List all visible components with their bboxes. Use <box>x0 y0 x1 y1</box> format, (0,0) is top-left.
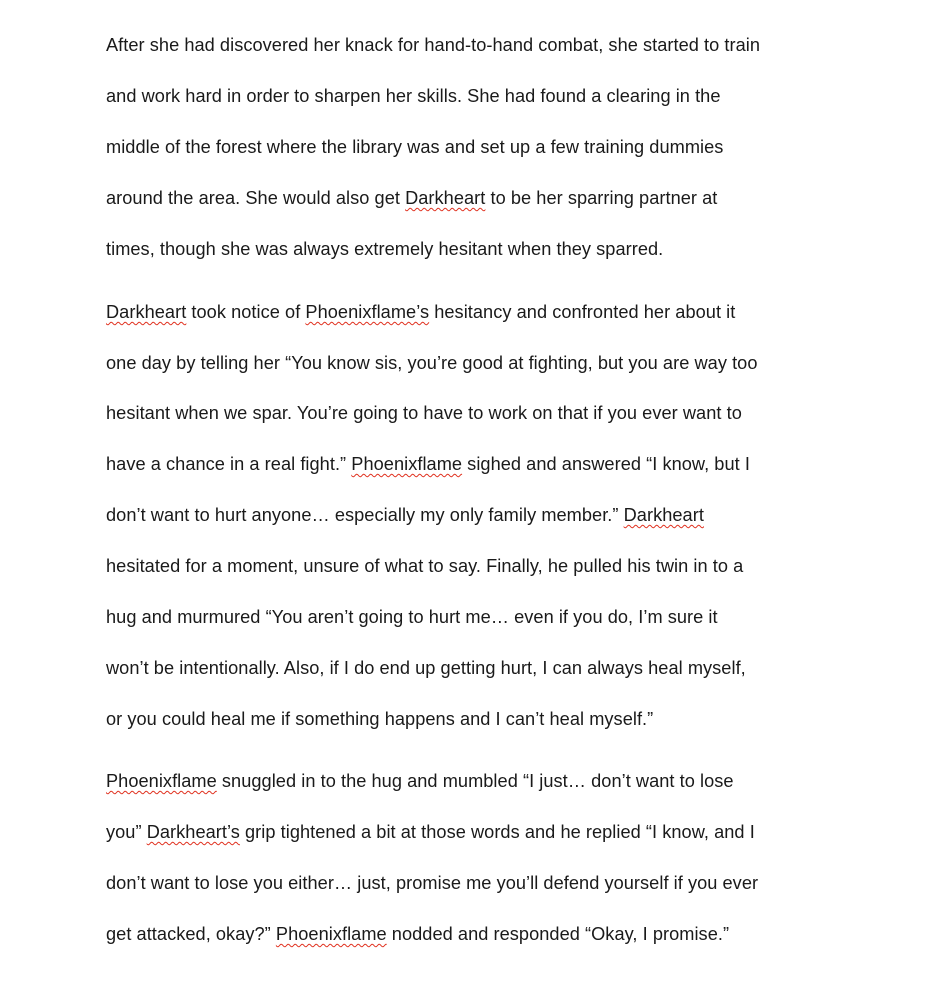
text-segment: get attacked, okay?” <box>106 924 276 944</box>
text-segment: After she had discovered her knack for hand-to-hand combat, she started to train <box>106 35 761 55</box>
text-line <box>106 84 721 108</box>
text-line <box>106 33 760 57</box>
text-segment: hesitated for a moment, unsure of what to say. Finally, he pulled his twin in to a <box>106 556 744 576</box>
text-segment: have a chance in a real fight.” <box>106 454 352 474</box>
text-segment: hesitancy and confronted her about it <box>429 302 736 322</box>
text-segment: took notice of <box>186 302 306 322</box>
text-segment: don’t want to lose you either… just, promise me you’ll defend yourself if you ever <box>106 873 759 893</box>
text-line <box>106 237 663 261</box>
text-segment: or you could heal me if something happens and I can’t heal myself.” <box>106 709 654 729</box>
text-segment: you” <box>106 822 147 842</box>
text-segment: nodded and responded “Okay, I promise.” <box>386 924 730 944</box>
text-segment: to be her sparring partner at <box>485 188 718 208</box>
text-line <box>106 186 717 210</box>
misspelled-word[interactable]: Phoenixflame <box>106 771 217 791</box>
misspelled-word[interactable]: Darkheart <box>405 188 486 208</box>
text-line <box>106 351 758 375</box>
misspelled-word[interactable]: Darkheart <box>106 302 187 322</box>
text-segment: hesitant when we spar. You’re going to have to work on that if you ever want to <box>106 403 742 423</box>
text-segment: don’t want to hurt anyone… especially my only family member.” <box>106 505 624 525</box>
text-line <box>106 871 758 895</box>
text-segment: one day by telling her “You know sis, you’re good at fighting, but you are way too <box>106 353 758 373</box>
text-line <box>106 605 718 629</box>
text-line <box>106 554 743 578</box>
text-segment: won’t be intentionally. Also, if I do end up getting hurt, I can always heal myself, <box>106 658 746 678</box>
text-line <box>106 769 734 793</box>
text-line <box>106 300 735 324</box>
text-line <box>106 135 723 159</box>
text-line <box>106 820 755 844</box>
text-segment: snuggled in to the hug and mumbled “I just… don’t want to lose <box>216 771 734 791</box>
text-segment: around the area. She would also get <box>106 188 406 208</box>
misspelled-word[interactable]: Phoenixflame <box>351 454 463 474</box>
text-line <box>106 656 746 680</box>
text-line <box>106 922 729 946</box>
text-segment: sighed and answered “I know, but I <box>462 454 750 474</box>
misspelled-word[interactable]: Phoenixflame’s <box>305 302 430 322</box>
misspelled-word[interactable]: Darkheart <box>623 505 704 525</box>
text-segment: hug and murmured “You aren’t going to hurt me… even if you do, I’m sure it <box>106 607 718 627</box>
text-segment: and work hard in order to sharpen her skills. She had found a clearing in the <box>106 86 721 106</box>
text-segment: times, though she was always extremely hesitant when they sparred. <box>106 239 664 259</box>
misspelled-word[interactable]: Darkheart’s <box>146 822 240 842</box>
text-line <box>106 401 742 425</box>
text-segment: middle of the forest where the library was and set up a few training dummies <box>106 137 724 157</box>
text-line <box>106 452 750 476</box>
misspelled-word[interactable]: Phoenixflame <box>275 924 387 944</box>
text-segment: grip tightened a bit at those words and he replied “I know, and I <box>239 822 755 842</box>
text-line <box>106 503 704 527</box>
text-line <box>106 707 653 731</box>
